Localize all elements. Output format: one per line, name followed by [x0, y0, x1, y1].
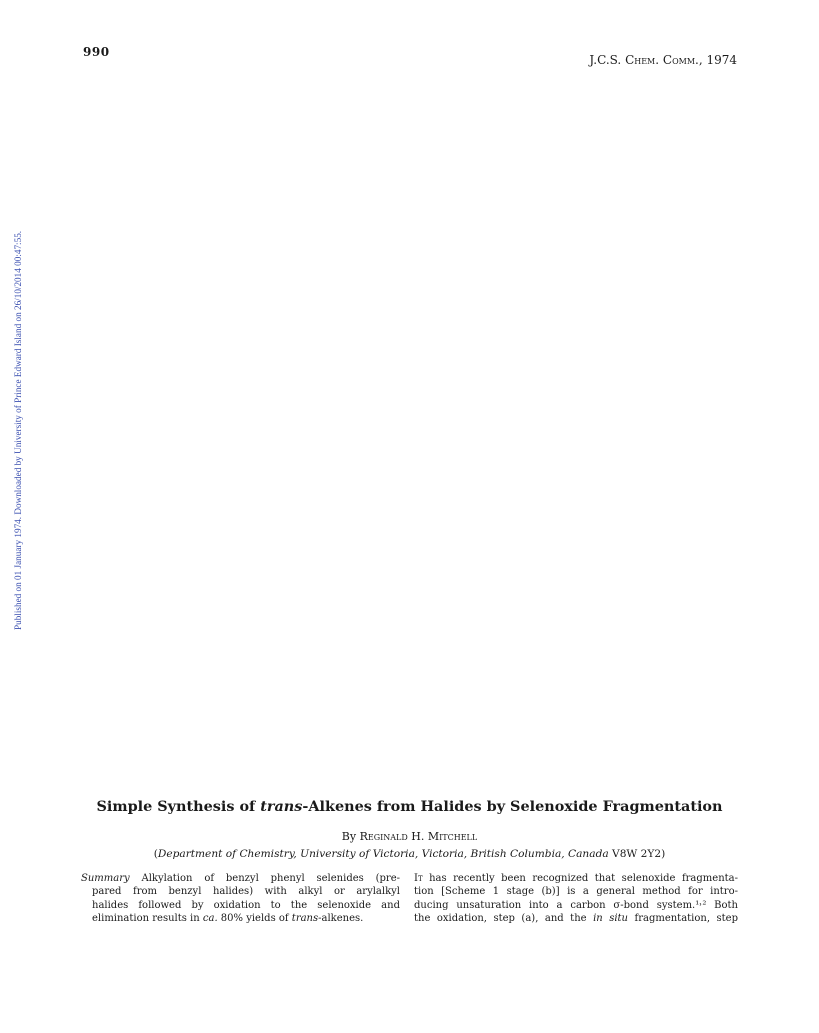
summary-line-4-c: -alkenes.: [318, 912, 364, 924]
article-title: [0, 798, 819, 815]
body-line-4-a: the oxidation, step (a), and the: [414, 912, 594, 924]
summary-line-3: halides followed by oxidation to the selenoxide and: [92, 899, 400, 911]
title-italic: trans: [260, 798, 303, 815]
body-line-4-italic: in situ: [593, 912, 628, 924]
body-dropcap: It: [414, 873, 423, 884]
title-part-2: -Alkenes from Halides by Selenoxide Fragmentation: [302, 798, 723, 815]
journal-name: Chem. Comm.: [625, 53, 699, 67]
summary-line-4-italic: ca.: [202, 912, 218, 924]
summary-line-4-a: elimination results in: [92, 912, 203, 924]
body-line-4: [414, 912, 738, 925]
summary-line-4: [81, 912, 400, 925]
affiliation-open: (: [153, 848, 158, 860]
body-line-1-text: has recently been recognized that selenoxide fragmenta-: [422, 873, 738, 884]
author-name: Reginald H. Mitchell: [359, 830, 478, 843]
affiliation-close: ): [661, 848, 666, 860]
running-head: [589, 53, 737, 67]
summary-line-1: [81, 872, 400, 885]
affiliation-postcode: V8W 2Y2: [608, 848, 662, 860]
affiliation: [0, 848, 819, 860]
summary-label: Summary: [81, 873, 130, 884]
title-part-1: Simple Synthesis of: [96, 798, 261, 815]
side-note-download-info: [13, 180, 24, 630]
summary-line-1-text: Alkylation of benzyl phenyl selenides (pre-: [129, 873, 400, 884]
page-number: 990: [83, 45, 110, 59]
summary-column: [81, 872, 400, 925]
body-line-2: tion [Scheme 1 stage (b)] is a general method for intro-: [414, 886, 738, 898]
journal-prefix: J.C.S.: [589, 53, 626, 67]
journal-year: , 1974: [698, 53, 737, 67]
side-note-text[interactable]: Published on 01 January 1974. Downloaded by University of Prince Edward Island on 26/10/2014 00:47:55.: [13, 230, 23, 630]
body-line-1: [414, 872, 738, 885]
affiliation-institution: Department of Chemistry, University of Victoria, Victoria, British Columbia, Canada: [157, 848, 609, 860]
byline: [0, 830, 819, 843]
body-line-3: ducing unsaturation into a carbon σ-bond system.¹˒² Both: [414, 899, 738, 911]
summary-line-4-b: 80% yields of: [217, 912, 292, 924]
body-column: [414, 872, 738, 925]
byline-prefix: By: [341, 830, 360, 843]
body-line-4-b: fragmentation, step: [628, 912, 738, 924]
summary-line-2: pared from benzyl halides) with alkyl or arylalkyl: [92, 886, 400, 898]
summary-line-4-italic-2: trans: [291, 912, 319, 924]
